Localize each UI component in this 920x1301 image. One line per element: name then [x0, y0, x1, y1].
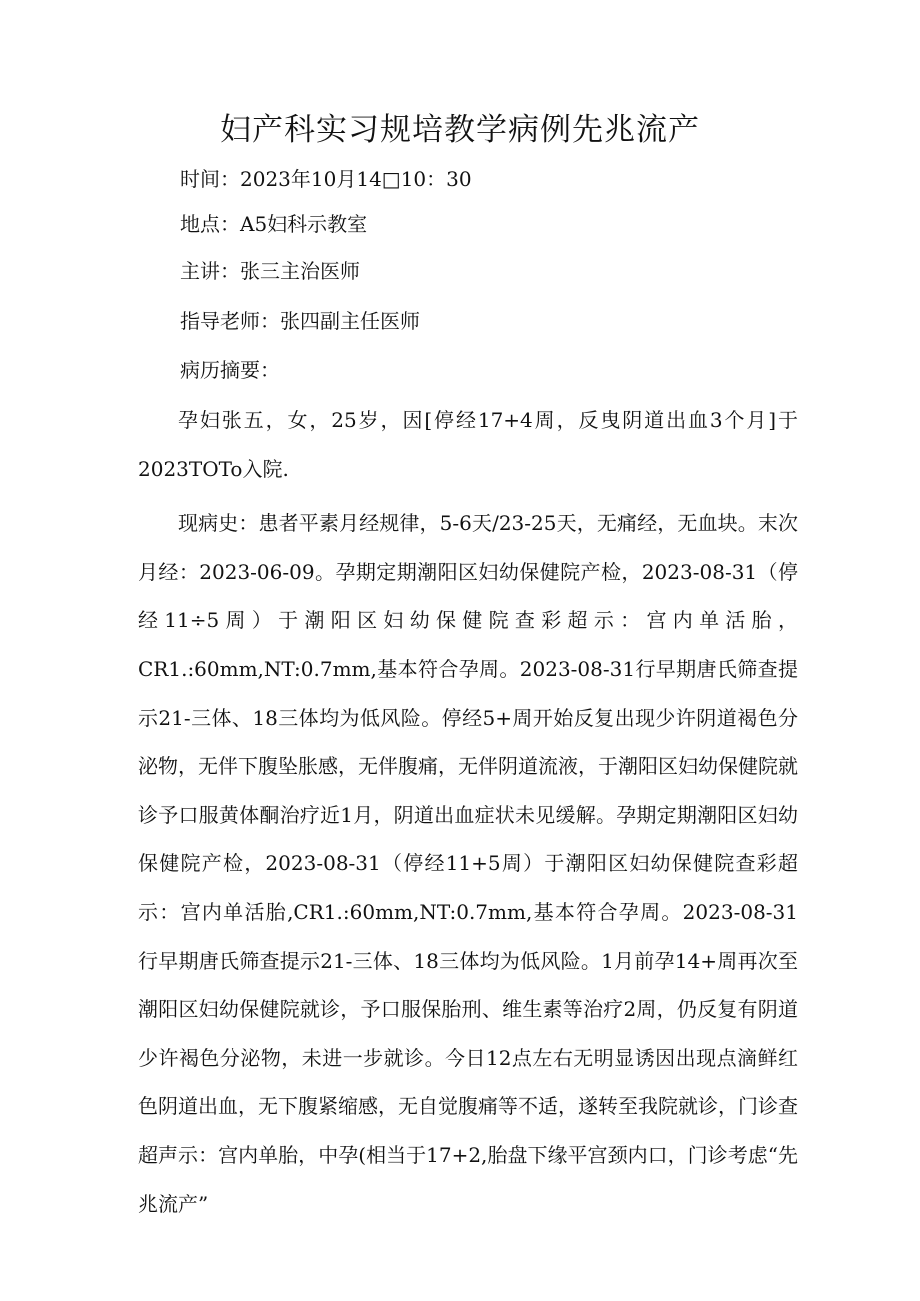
location-line: 地点：A5妇科示教室	[180, 212, 368, 236]
supervisor-line: 指导老师：张四副主任医师	[180, 309, 420, 333]
summary-paragraph: 孕妇张五，女，25岁，因[停经17+4周，反曳阴道出血3个月]于2023TOTo入院.	[138, 408, 798, 481]
time-line: 时间：2023年10月14□10：30	[180, 167, 472, 191]
lecturer-line: 主讲：张三主治医师	[180, 259, 360, 283]
history-paragraph: 现病史：患者平素月经规律，5-6天/23-25天，无痛经，无血块。末次月经：2023-06-09。孕期定期潮阳区妇幼保健院产检，2023-08-31（停经11÷5周）于潮阳区妇幼保健院查彩超示：宫内单活胎，CR1.:60mm,NT:0.7mm,基本符合孕周。2023-08-31行早期唐氏筛查提示21-三体、18三体均为低风险。停经5+周开始反复出现少许阴道褐色分泌物，无伴下腹坠胀感，无伴腹痛，无伴阴道流液，于潮阳区妇幼保健院就诊予口服黄体酮治疗近1月，阴道出血症状未见缓解。孕期定期潮阳区妇幼保健院产检，2023-08-31（停经11+5周）于潮阳区妇幼保健院查彩超示：宫内单活胎,CR1.:60mm,NT:0.7mm,基本符合孕周。2023-08-31行早期唐氏筛查提示21-三体、18三体均为低风险。1月前孕14+周再次至潮阳区妇幼保健院就诊，予口服保胎刑、维生素等治疗2周，仍反复有阴道少许褐色分泌物，未进一步就诊。今日12点左右无明显诱因出现点滴鲜红色阴道出血，无下腹紧缩感，无自觉腹痛等不适，遂转至我院就诊，门诊查超声示：宫内单胎，中孕(相当于17+2,胎盘下缘平宫颈内口，门诊考虑“先兆流产”	[138, 511, 798, 1216]
document-body	[138, 396, 798, 1228]
document-title: 妇产科实习规培教学病例先兆流产	[220, 112, 700, 148]
summary-heading: 病历摘要：	[180, 358, 280, 382]
